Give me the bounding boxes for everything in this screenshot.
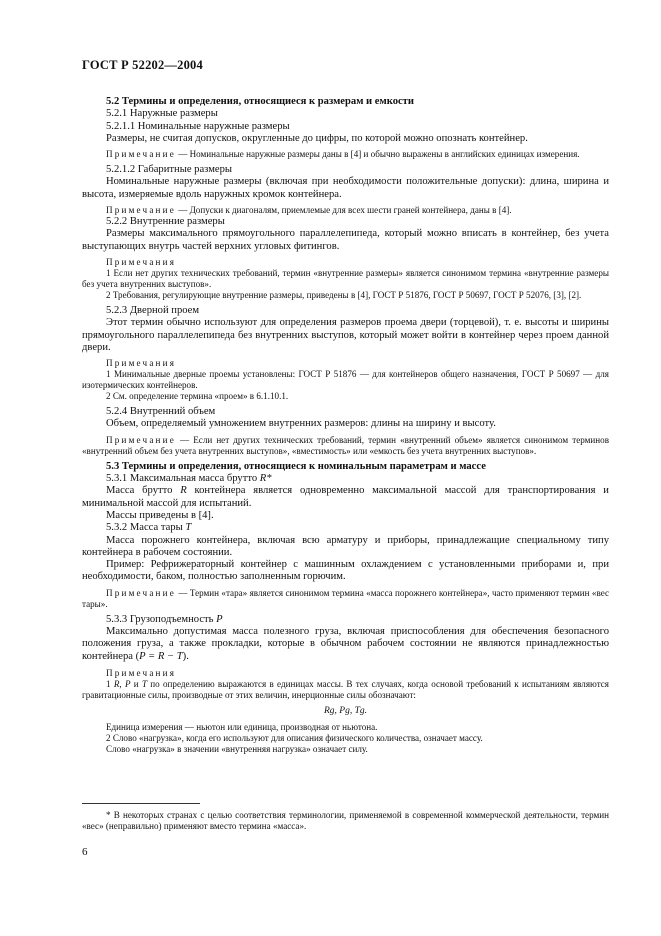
paragraph-5-2-1-1: Размеры, не считая допусков, округленные до цифры, по которой можно опознать контейнер. xyxy=(106,132,528,144)
note-5-3-3-2: 2 Слово «нагрузка», когда его используют для описания физического количества, означает массу. xyxy=(106,732,483,743)
note-unit: Единица измерения — ньютон или единица, производная от ньютона. xyxy=(106,721,378,732)
paragraph-5-2-1-2: Номинальные наружные размеры (включая при необходимости положительные допуски): длина, ширина и высота, измеряемые вдоль наружных кромок контейнера. xyxy=(82,176,609,200)
note-text: — Термин «тара» является синонимом термина «масса порожнего контейнера», часто применяют термин «вес тары». xyxy=(82,587,609,609)
notes-label-5-2-3 xyxy=(82,358,609,369)
note-text: — Если нет других технических требований, термин «внутренний объем» является синонимом терминов «внутренний объем без учета внутренних выступов», «вместимость» или «емкость без учета внутренних выступов». xyxy=(82,434,609,456)
symbol-p: P xyxy=(216,613,223,625)
symbol-t: T xyxy=(141,678,148,689)
text: 1 xyxy=(106,678,114,689)
note-label: Примечание xyxy=(106,587,176,598)
note-5-2-3-1: 1 Минимальные дверные проемы установлены: ГОСТ Р 51876 — для контейнеров общего назначения, ГОСТ Р 50697 — для изотермических контейнеров. xyxy=(82,369,609,391)
note-text: — Допуски к диагоналям, приемлемые для всех шести граней контейнера, даны в [4]. xyxy=(175,205,512,216)
text: контейнера является одновременно максимальной массой для транспортирования и минимальной массой для испытаний. xyxy=(82,485,609,509)
notes-label-5-3-3 xyxy=(82,668,609,679)
notes-label: Примечания xyxy=(106,667,177,678)
note-label: Примечание xyxy=(106,205,176,216)
heading-5-3-3 xyxy=(82,614,609,626)
note-text: — Номинальные наружные размеры даны в [4] и обычно выражены в английских единицах измерения. xyxy=(175,149,580,160)
note-5-2-1-1 xyxy=(82,149,609,160)
notes-label-5-2-2 xyxy=(82,257,609,268)
symbol-r: R* xyxy=(259,473,272,485)
note-label: Примечание xyxy=(106,149,176,160)
document-header: ГОСТ Р 52202—2004 xyxy=(82,58,203,72)
symbol-r: R xyxy=(180,485,187,497)
heading-text: 5.3.2 Масса тары xyxy=(106,522,186,534)
note-5-2-3-2: 2 См. определение термина «проем» в 6.1.10.1. xyxy=(106,391,289,402)
heading-5-3-1 xyxy=(82,473,609,485)
text: ). xyxy=(182,650,189,662)
example-5-3-2: Пример: Рефрижераторный контейнер с машинным охлаждением с установленными приборами и, при необходимости, баком, полностью заполненным горючим. xyxy=(82,559,609,583)
notes-label: Примечания xyxy=(106,256,177,267)
paragraph-5-3-1-masses: Массы приведены в [4]. xyxy=(106,509,214,521)
note-5-3-3-1 xyxy=(82,679,609,701)
heading-5-2-3: 5.2.3 Дверной проем xyxy=(106,304,200,316)
heading-text: 5.3.3 Грузоподъемность xyxy=(106,613,217,625)
note-5-3-3-3: Слово «нагрузка» в значении «внутренняя нагрузка» означает силу. xyxy=(106,743,368,754)
formula-gravitational-forces: Rg, Pg, Tg. xyxy=(323,705,367,716)
heading-5-2-1-1: 5.2.1.1 Номинальные наружные размеры xyxy=(106,120,290,132)
text: Масса брутто xyxy=(106,485,181,497)
inline-formula: P = R − T xyxy=(139,650,183,662)
paragraph-5-2-3: Этот термин обычно используют для определения размеров проема двери (торцевой), т. е. высоты и ширины прямоугольного параллелепипеда без внутренних выступов, который может войти в контейнер через проем данной двери. xyxy=(82,317,609,353)
heading-5-2-2: 5.2.2 Внутренние размеры xyxy=(106,216,225,228)
text: по определению выражаются в единицах массы. В тех случаях, когда основой требований к испытаниям являются гравитационные силы, производные от этих величин, инерционные силы обозначают: xyxy=(82,678,609,700)
heading-text: 5.3.1 Максимальная масса брутто xyxy=(106,473,260,485)
page-number: 6 xyxy=(82,846,88,858)
section-5-2-title: 5.2 Термины и определения, относящиеся к размерам и емкости xyxy=(106,96,414,107)
heading-5-3-2 xyxy=(82,522,609,534)
paragraph-5-2-4: Объем, определяемый умножением внутренних размеров: длины на ширину и высоту. xyxy=(106,418,496,430)
heading-5-2-1-2: 5.2.1.2 Габаритные размеры xyxy=(106,164,233,176)
note-5-2-2-2: 2 Требования, регулирующие внутренние размеры, приведены в [4], ГОСТ Р 51876, ГОСТ Р 50697, ГОСТ Р 52076, [3], [2]. xyxy=(106,289,582,300)
paragraph-5-3-3 xyxy=(82,626,609,663)
heading-5-2-4: 5.2.4 Внутренний объем xyxy=(106,406,216,418)
notes-label: Примечания xyxy=(106,358,177,369)
note-label: Примечание xyxy=(106,434,176,445)
note-5-2-1-2 xyxy=(82,205,609,216)
footnote: * В некоторых странах с целью соответствия терминологии, применяемой в современной коммерческой деятельности, термин «вес» (неправильно) применяют вместо термина «масса». xyxy=(82,810,609,831)
paragraph-5-3-1 xyxy=(82,485,609,510)
note-5-3-2 xyxy=(82,588,609,610)
heading-5-2-1: 5.2.1 Наружные размеры xyxy=(106,108,218,120)
paragraph-5-2-2: Размеры максимального прямоугольного параллелепипеда, который можно вписать в контейнер, без учета выступающих внутрь частей верхних угловых фитингов. xyxy=(82,228,609,252)
section-5-3-title: 5.3 Термины и определения, относящиеся к номинальным параметрам и массе xyxy=(106,460,486,472)
footnote-divider xyxy=(82,803,200,804)
text: Максимально допустимая масса полезного груза, включая приспособления для обеспечения безопасного положения груза, а также прокладки, которые в обычном рабочем состоянии не являются принадлежностью контейнера ( xyxy=(82,626,609,662)
note-5-2-4 xyxy=(82,435,609,457)
paragraph-5-3-2: Масса порожнего контейнера, включая всю арматуру и приборы, принадлежащие специальному типу контейнера в рабочем состоянии. xyxy=(82,534,609,558)
symbol-t: T xyxy=(185,522,192,534)
text: и xyxy=(130,678,142,689)
note-5-2-2-1: 1 Если нет других технических требований, термин «внутренние размеры» является синонимом термина «внутренние размеры без учета внутренних выступов». xyxy=(82,267,609,289)
symbols: R, P xyxy=(113,678,131,689)
